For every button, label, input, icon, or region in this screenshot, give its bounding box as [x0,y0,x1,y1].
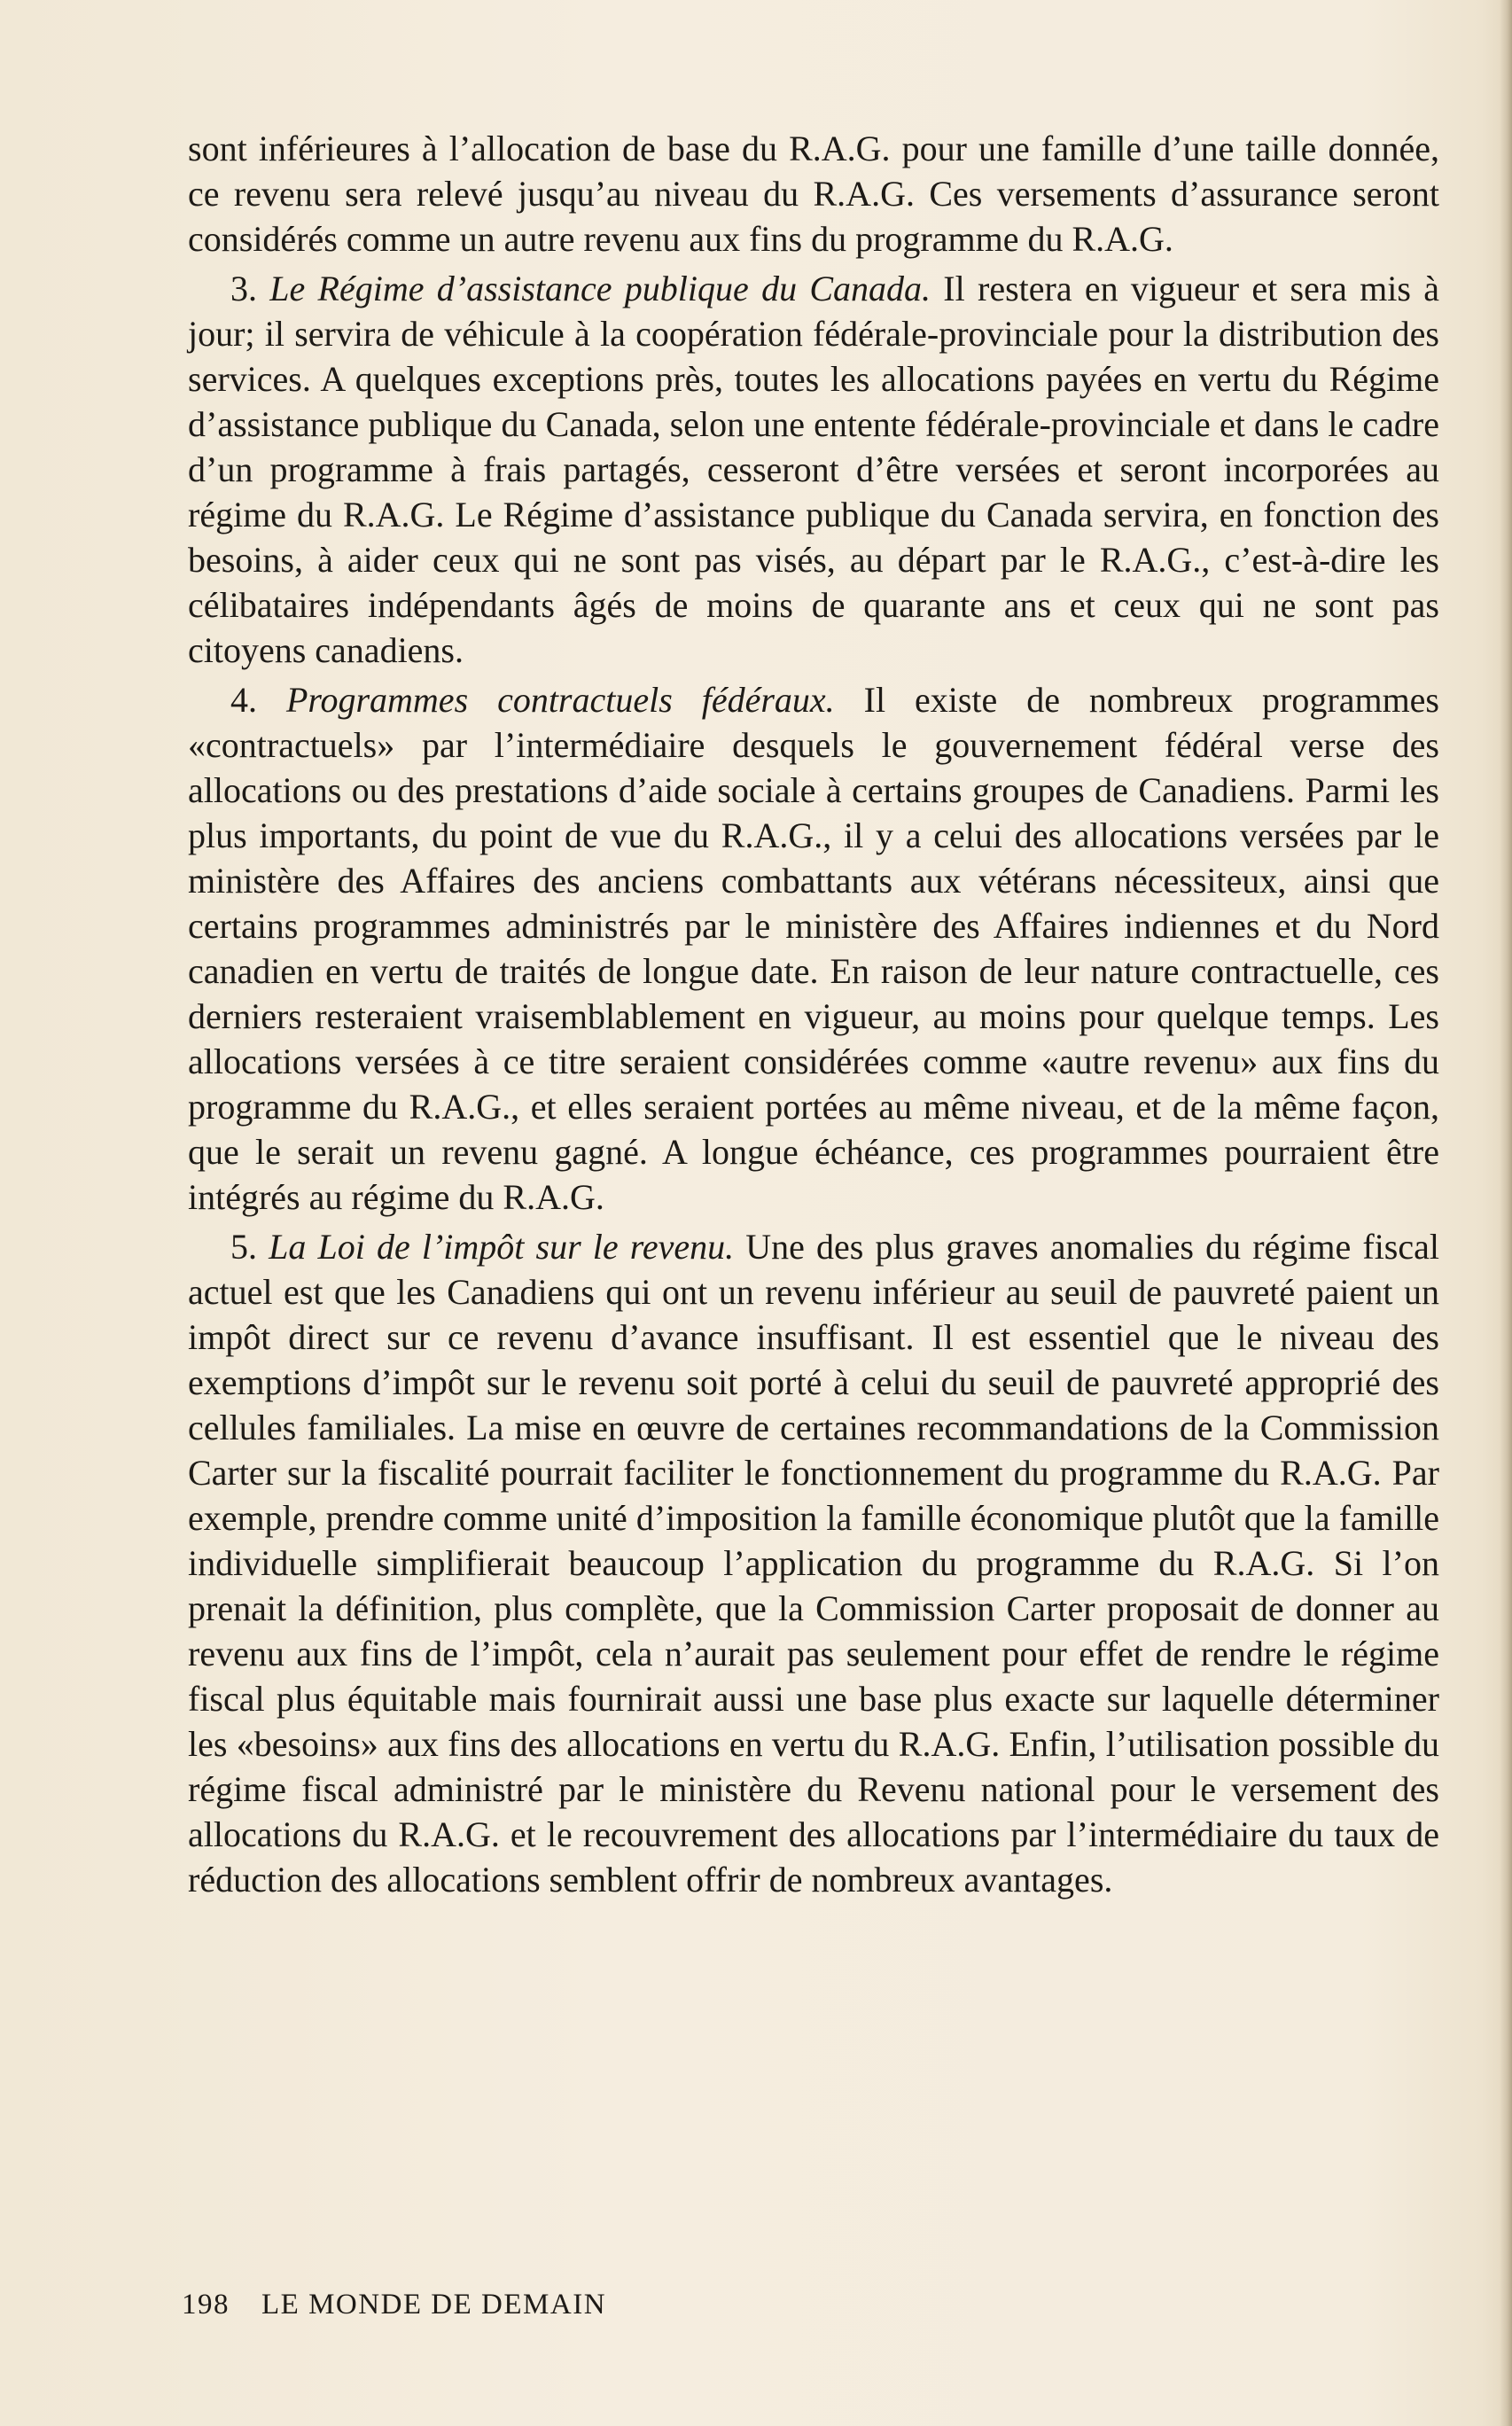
item-heading: Le Régime d’assistance publique du Canada. [269,269,931,308]
page-edge-shadow [1500,0,1512,2426]
item-number: 4. [230,680,286,720]
paragraph-item-4 [188,677,1439,1220]
paragraph-body: Une des plus graves anomalies du régime fiscal actuel est que les Canadiens qui ont un revenu inférieur au seuil de pauvreté paient un impôt direct sur ce revenu d’avance insuffisant. Il est essentiel que le niveau des exemptions d’impôt sur le revenu soit porté à celui du seuil de pauvreté approprié des cellules familiales. La mise en œuvre de certaines recommandations de la Commission Carter sur la fiscalité pourrait faciliter le fonctionnement du programme du R.A.G. Par exemple, prendre comme unité d’imposition la famille économique plutôt que la famille individuelle simplifierait beaucoup l’application du programme du R.A.G. Si l’on prenait la définition, plus complète, que la Commission Carter proposait de donner au revenu aux fins de l’impôt, cela n’aurait pas seulement pour effet de rendre le régime fiscal plus équitable mais fournirait aussi une base plus exacte sur laquelle déterminer les «besoins» aux fins des allocations en vertu du R.A.G. Enfin, l’utilisation possible du régime fiscal administré par le ministère du Revenu national pour le versement des allocations du R.A.G. et le recouvrement des allocations par l’intermédiaire du taux de réduction des allocations semblent offrir de nombreux avantages. [188,1227,1439,1899]
item-heading: Programmes contractuels fédéraux. [285,680,835,720]
paragraph-body: Il existe de nombreux programmes «contractuels» par l’intermédiaire desquels le gouvernement fédéral verse des allocations ou des prestations d’aide sociale à certains groupes de Canadiens. Parmi les plus importants, du point de vue du R.A.G., il y a celui des allocations versées par le ministère des Affaires des anciens combattants aux vétérans nécessiteux, ainsi que certains programmes administrés par le ministère des Affaires indiennes et du Nord canadien en vertu de traités de longue date. En raison de leur nature contractuelle, ces derniers resteraient vraisemblablement en vigueur, au moins pour quelque temps. Les allocations versées à ce titre seraient considérées comme «autre revenu» aux fins du programme du R.A.G., et elles seraient portées au même niveau, et de la même façon, que le serait un revenu gagné. A longue échéance, ces programmes pourraient être intégrés au régime du R.A.G. [188,680,1440,1217]
body-text [188,126,1439,1907]
paragraph-continuation [188,126,1439,261]
item-heading: La Loi de l’impôt sur le revenu. [269,1227,735,1267]
running-title: LE MONDE DE DEMAIN [261,2289,607,2321]
page-footer [182,2289,606,2321]
paragraph-item-3 [188,266,1439,673]
item-number: 3. [230,269,270,308]
paragraph-body: sont inférieures à l’allocation de base du R.A.G. pour une famille d’une taille donnée, ce revenu sera relevé jusqu’au niveau du R.A.G. Ces versements d’assurance seront considérés comme un autre revenu aux fins du programme du R.A.G. [188,129,1439,259]
paragraph-body: Il restera en vigueur et sera mis à jour; il servira de véhicule à la coopération fédérale-provinciale pour la distribution des services. A quelques exceptions près, toutes les allocations payées en vertu du Régime d’assistance publique du Canada, selon une entente fédérale-provinciale et dans le cadre d’un programme à frais partagés, cesseront d’être versées et seront incorporées au régime du R.A.G. Le Régime d’assistance publique du Canada servira, en fonction des besoins, à aider ceux qui ne sont pas visés, au départ par le R.A.G., c’est-à-dire les célibataires indépendants âgés de moins de quarante ans et ceux qui ne sont pas citoyens canadiens. [188,269,1440,670]
page-number: 198 [182,2289,230,2321]
paragraph-item-5 [188,1224,1439,1902]
item-number: 5. [230,1227,269,1267]
